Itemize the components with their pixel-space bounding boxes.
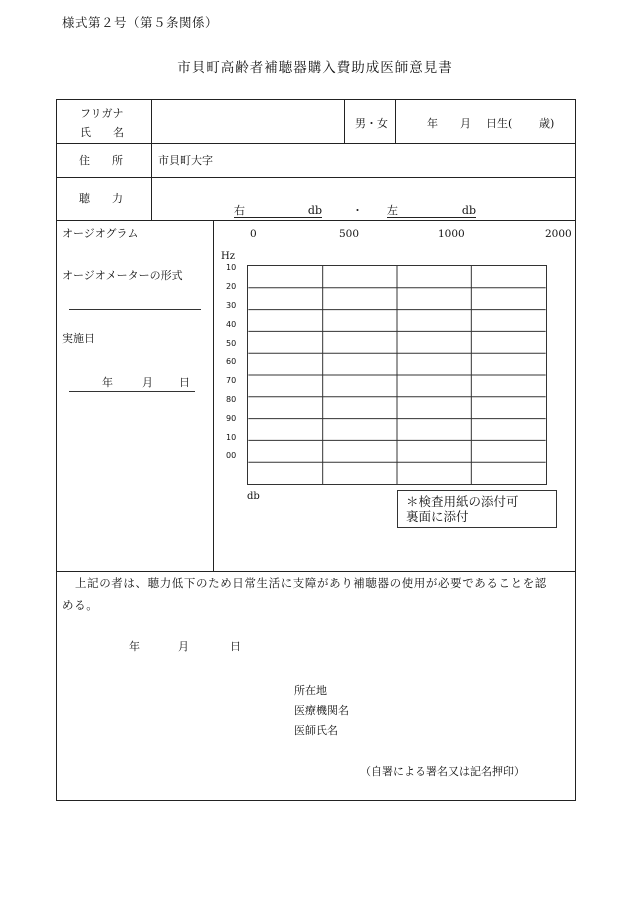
exam-date-day: 日	[179, 376, 190, 389]
opinion-date-year: 年	[129, 640, 140, 653]
opinion-statement-line1: 上記の者は、聴力低下のため日常生活に支障があり補聴器の使用が必要であることを認	[75, 576, 547, 590]
opinion-date-day: 日	[230, 640, 241, 653]
y-tick: 20	[226, 282, 237, 291]
row-divider-hearing	[56, 220, 576, 221]
audiogram-grid[interactable]	[247, 265, 547, 485]
address-label: 住 所	[79, 154, 123, 167]
y-tick: 50	[226, 339, 237, 348]
y-tick: 10	[226, 433, 237, 442]
x-tick-500: 500	[339, 228, 360, 240]
doctor-name-label: 医師氏名	[294, 724, 338, 737]
attachment-note-line2: 裏面に添付	[406, 509, 469, 524]
y-tick: 40	[226, 320, 237, 329]
gender-label[interactable]: 男・女	[355, 117, 388, 130]
hearing-separator: ・	[352, 204, 363, 217]
exam-date-month: 月	[142, 376, 153, 389]
exam-date-year: 年	[102, 376, 113, 389]
exam-date-line[interactable]	[69, 391, 195, 392]
gender-birth-divider	[395, 99, 396, 143]
form-number: 様式第２号（第５条関係）	[62, 15, 219, 30]
y-tick: 00	[226, 451, 237, 460]
hearing-label: 聴 力	[79, 192, 123, 205]
y-tick: 30	[226, 301, 237, 310]
row-divider-address	[56, 177, 576, 178]
y-tick: 10	[226, 263, 237, 272]
signature-note: （自署による署名又は記名押印）	[360, 765, 525, 778]
attachment-note	[397, 490, 557, 528]
right-ear-field[interactable]	[234, 205, 322, 218]
hz-label: Hz	[221, 251, 235, 262]
age-label: 歳)	[539, 117, 555, 130]
opinion-statement-line2: める。	[62, 598, 99, 612]
furigana-label: フリガナ	[80, 107, 124, 120]
name-gender-divider	[344, 99, 345, 143]
document-title: 市貝町高齢者補聴器購入費助成医師意見書	[177, 60, 453, 76]
birth-year-label: 年	[427, 117, 438, 130]
right-ear-label: 右	[234, 204, 245, 217]
exam-date-label: 実施日	[62, 332, 95, 345]
meter-type-line[interactable]	[69, 309, 201, 310]
left-ear-field[interactable]	[387, 205, 476, 218]
x-tick-0: 0	[250, 228, 257, 240]
meter-type-label: オージオメーターの形式	[62, 269, 183, 282]
birth-month-label: 月	[460, 117, 471, 130]
y-tick: 70	[226, 376, 237, 385]
name-field[interactable]	[152, 100, 344, 143]
row-divider-name	[56, 143, 576, 144]
y-tick: 80	[226, 395, 237, 404]
location-label: 所在地	[294, 684, 327, 697]
audiogram-column-divider	[213, 220, 214, 571]
y-tick: 60	[226, 357, 237, 366]
left-ear-label: 左	[387, 204, 398, 217]
audiogram-gridlines	[248, 266, 545, 484]
attachment-note-line1: ＊検査用紙の添付可	[406, 494, 519, 509]
left-ear-unit: db	[461, 204, 476, 217]
institution-label: 医療機関名	[294, 704, 349, 717]
right-ear-unit: db	[307, 204, 322, 217]
y-tick: 90	[226, 414, 237, 423]
db-axis-label: db	[247, 491, 260, 502]
audiogram-label: オージオグラム	[62, 227, 139, 240]
opinion-date-month: 月	[178, 640, 189, 653]
birth-day-label: 日生(	[486, 117, 513, 130]
row-divider-audiogram	[56, 571, 576, 572]
name-label: 氏 名	[80, 126, 124, 139]
address-value[interactable]: 市貝町大字	[158, 154, 213, 167]
x-tick-1000: 1000	[438, 228, 465, 240]
x-tick-2000: 2000	[545, 228, 572, 240]
